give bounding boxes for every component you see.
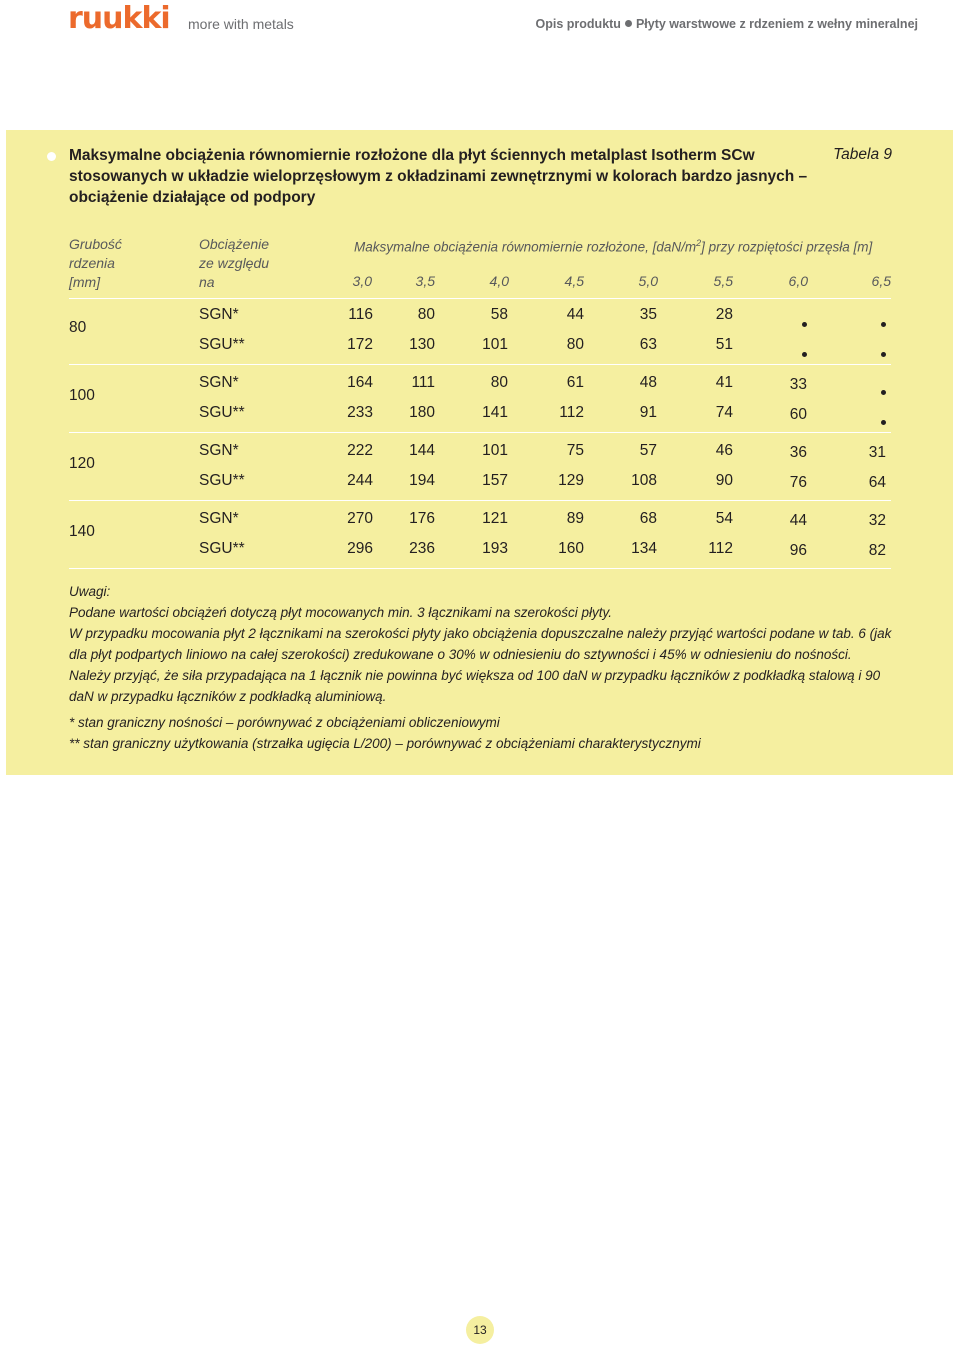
column-header-thickness: Grubość rdzenia [mm] — [69, 236, 122, 290]
notes-heading: Uwagi: — [69, 584, 111, 599]
table-cell: 164 — [347, 374, 373, 391]
table-cell: 80 — [417, 306, 435, 323]
not-applicable-dot — [836, 382, 886, 400]
table-cell: 58 — [490, 306, 508, 323]
table-cell: 112 — [708, 540, 733, 557]
span-header-cell: 4,5 — [564, 273, 584, 289]
page-number: 13 — [466, 1316, 494, 1344]
note-line: W przypadku mocowania płyt 2 łącznikami na szerokości płyty jako obciążenia dopuszczalne należy przyjąć wartości podane w tab. 6 (jak dla płyt podpartych liniowo na całej szerokości) zredukowane o 30% w odniesieniu do sztywności i 45% w odniesieniu do nośności. — [69, 626, 892, 662]
table-cell: 111 — [411, 374, 435, 391]
table-cell: 89 — [566, 510, 584, 527]
table-cell: 116 — [348, 306, 373, 323]
dot-icon — [881, 390, 886, 395]
table-cell: 157 — [482, 472, 508, 489]
not-applicable-dot — [757, 314, 807, 332]
table-divider — [69, 568, 891, 569]
bullet-icon — [625, 20, 632, 27]
note-line: Należy przyjąć, że siła przypadająca na 1 łącznik nie powinna być większa od 100 daN w przypadku łączników z podkładką stalową i 90 daN w przypadku łączników z podkładką aluminiową. — [69, 668, 881, 704]
table-cell: 32 — [868, 512, 886, 529]
table-cell: 91 — [639, 404, 657, 421]
span-header-cell: 6,0 — [788, 273, 808, 289]
load-type-label: SGN* — [199, 442, 239, 459]
tagline: more with metals — [188, 16, 294, 32]
table-divider — [69, 500, 891, 501]
table-cell: 134 — [631, 540, 657, 557]
table-cell: 80 — [490, 374, 508, 391]
core-thickness: 80 — [69, 319, 87, 336]
load-type-label: SGN* — [199, 374, 239, 391]
load-type-label: SGU** — [199, 404, 245, 421]
page-header — [0, 0, 960, 50]
table-cell: 35 — [639, 306, 657, 323]
bullet-icon — [47, 152, 56, 161]
load-type-label: SGU** — [199, 472, 245, 489]
table-divider — [69, 298, 891, 299]
dot-icon — [881, 322, 886, 327]
dot-icon — [881, 352, 886, 357]
load-type-label: SGN* — [199, 510, 239, 527]
table-cell: 270 — [347, 510, 373, 527]
table-title: Maksymalne obciążenia równomiernie rozłożone dla płyt ściennych metalplast Isotherm SCw stosowanych w układzie wieloprzęsłowym z okładzinami zewnętrznymi w kolorach bardzo jasnych – obciążenie działające od podpory — [69, 147, 808, 206]
table-cell: 112 — [559, 404, 584, 421]
load-type-label: SGU** — [199, 540, 245, 557]
load-type-label: SGN* — [199, 306, 239, 323]
not-applicable-dot — [757, 344, 807, 362]
table-cell: 74 — [715, 404, 733, 421]
not-applicable-dot — [836, 412, 886, 430]
span-header-cell: 6,5 — [871, 273, 891, 289]
note-line: Podane wartości obciążeń dotyczą płyt mocowanych min. 3 łącznikami na szerokości płyty. — [69, 605, 612, 620]
table-cell: 61 — [566, 374, 584, 391]
table-cell: 80 — [566, 336, 584, 353]
table-cell: 244 — [347, 472, 373, 489]
doc-title-part2: Płyty warstwowe z rdzeniem z wełny mineralnej — [635, 17, 918, 31]
document-title — [536, 17, 918, 31]
dot-icon — [881, 420, 886, 425]
table-cell: 75 — [566, 442, 584, 459]
dot-icon — [802, 352, 807, 357]
span-header-cell: 4,0 — [489, 273, 509, 289]
table-cell: 144 — [409, 442, 435, 459]
notes — [69, 581, 899, 707]
table-cell: 141 — [482, 404, 508, 421]
span-header-cell: 3,0 — [352, 273, 372, 289]
table-cell: 54 — [715, 510, 733, 527]
not-applicable-dot — [836, 314, 886, 332]
table-cell: 48 — [639, 374, 657, 391]
table-cell: 60 — [789, 406, 807, 423]
table-cell: 101 — [482, 442, 508, 459]
table-cell: 51 — [715, 336, 733, 353]
footnote-sgu: ** stan graniczny użytkowania (strzałka ugięcia L/200) – porównywać z obciążeniami charakterystycznymi — [69, 736, 701, 751]
table-divider — [69, 364, 891, 365]
table-cell: 180 — [409, 404, 435, 421]
table-cell: 96 — [789, 542, 807, 559]
core-thickness: 100 — [69, 387, 95, 404]
load-type-label: SGU** — [199, 336, 245, 353]
table-cell: 296 — [347, 540, 373, 557]
table-cell: 101 — [482, 336, 508, 353]
table-cell: 233 — [347, 404, 373, 421]
table-cell: 160 — [558, 540, 584, 557]
table-cell: 44 — [566, 306, 584, 323]
table-cell: 193 — [482, 540, 508, 557]
table-cell: 222 — [347, 442, 373, 459]
table-cell: 31 — [868, 444, 886, 461]
table-cell: 82 — [868, 542, 886, 559]
span-header-cell: 3,5 — [415, 273, 435, 289]
table-cell: 108 — [631, 472, 657, 489]
ruukki-logo: ruukki — [68, 1, 170, 36]
table-cell: 130 — [409, 336, 435, 353]
core-thickness: 140 — [69, 523, 95, 540]
core-thickness: 120 — [69, 455, 95, 472]
table-cell: 63 — [639, 336, 657, 353]
table-cell: 76 — [789, 474, 807, 491]
table-cell: 236 — [409, 540, 435, 557]
span-header-cell: 5,0 — [638, 273, 658, 289]
dot-icon — [802, 322, 807, 327]
column-header-load: Obciążenie ze względu na — [199, 236, 270, 290]
table-cell: 129 — [558, 472, 584, 489]
table-cell: 90 — [715, 472, 733, 489]
table-cell: 172 — [347, 336, 373, 353]
table-cell: 44 — [789, 512, 807, 529]
table-cell: 36 — [789, 444, 807, 461]
table-cell: 28 — [715, 306, 733, 323]
table-divider — [69, 432, 891, 433]
table-cell: 64 — [868, 474, 886, 491]
table-cell: 121 — [482, 510, 508, 527]
footnote-sgn: * stan graniczny nośności – porównywać z obciążeniami obliczeniowymi — [69, 715, 500, 730]
doc-title-part1: Opis produktu — [535, 17, 621, 31]
not-applicable-dot — [836, 344, 886, 362]
span-header-cell: 5,5 — [713, 273, 733, 289]
column-header-max-load: Maksymalne obciążenia równomiernie rozłożone, $[daN/m^2]$ przy rozpiętości przęsła [m] — [354, 238, 873, 255]
table-cell: 68 — [639, 510, 657, 527]
table-label: Tabela 9 — [833, 146, 892, 163]
table-cell: 41 — [715, 374, 733, 391]
table-cell: 57 — [639, 442, 657, 459]
table-cell: 33 — [789, 376, 807, 393]
table-cell: 176 — [409, 510, 435, 527]
table-cell: 46 — [715, 442, 733, 459]
table-cell: 194 — [409, 472, 435, 489]
